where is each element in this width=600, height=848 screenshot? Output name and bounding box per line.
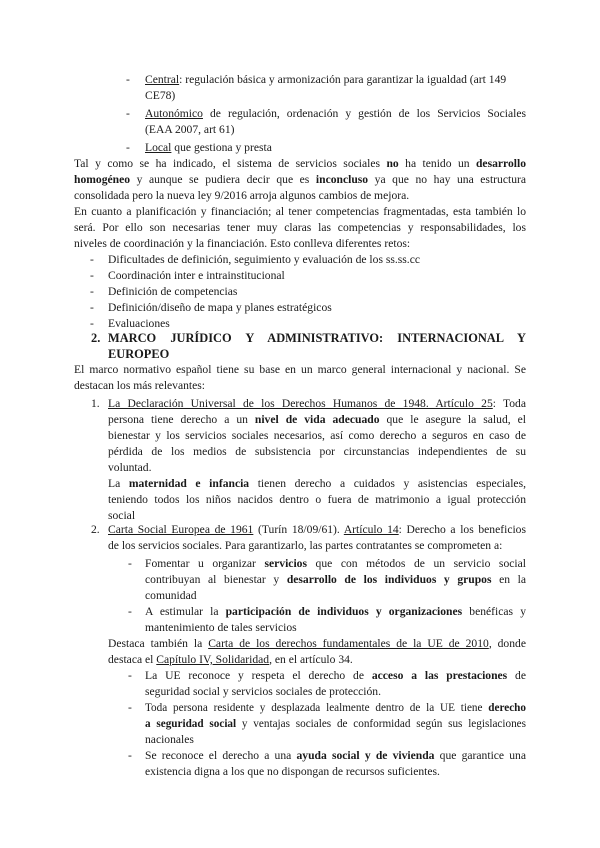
numbered-item-line: pérdida de los medios de subsistencia por circunstancias independientes de su [108, 445, 526, 458]
paragraph-line: El marco normativo español tiene su base en un marco general internacional y nacional. Se [74, 363, 526, 376]
list-item: Coordinación inter e intrainstitucional [108, 269, 285, 282]
list-item-cont: mantenimiento de tales servicios [145, 621, 297, 634]
bullet-dash: - [90, 317, 94, 330]
bullet-dash: - [128, 701, 132, 714]
bullet-dash: - [90, 285, 94, 298]
bullet-dash: - [128, 605, 132, 618]
section-heading-cont: EUROPEO [108, 347, 170, 361]
list-item: Toda persona residente y desplazada lealmente dentro de la UE tiene derecho [145, 702, 526, 714]
numbered-item-line: La maternidad e infancia tienen derecho a cuidados y asistencias especiales, [108, 477, 526, 490]
list-item: A estimular la participación de individuos y organizaciones benéficas y [145, 605, 526, 618]
numbered-item-line: de los servicios sociales. Para garantizarlo, las partes contratantes se comprometen a: [108, 539, 503, 552]
list-item-cont: seguridad social y servicios sociales de protección. [145, 685, 381, 698]
list-item-autonomico: Autonómico de regulación, ordenación y gestión de los Servicios Sociales [145, 107, 526, 120]
list-number: 2. [91, 523, 100, 536]
numbered-item-line: voluntad. [108, 461, 152, 474]
list-number: 1. [91, 397, 100, 410]
list-item-cont: contribuyan al bienestar y desarrollo de los individuos y grupos en la [145, 573, 527, 586]
bullet-dash: - [126, 141, 130, 154]
paragraph-line: será. Por ello son necesarias tener muy claras las competencias y responsabilidades, los [74, 221, 526, 234]
list-item: Definición/diseño de mapa y planes estratégicos [108, 301, 332, 314]
list-item: Dificultades de definición, seguimiento y evaluación de los ss.ss.cc [108, 253, 420, 266]
numbered-item-line: persona tiene derecho a un nivel de vida adecuado que le asegure la salud, el [108, 413, 526, 426]
paragraph-line: consolidada pero la nueva ley 9/2016 arroja algunos cambios de mejora. [74, 189, 410, 202]
bullet-dash: - [128, 557, 132, 570]
list-item-cont: a seguridad social y ventajas sociales de conformidad según sus legislaciones [145, 718, 526, 730]
paragraph-line: destacan los más relevantes: [74, 379, 206, 392]
list-item-local: Local que gestiona y presta [145, 141, 272, 154]
paragraph-line: homogéneo y aunque se pudiera decir que es inconcluso ya que no hay una estructura [74, 173, 526, 186]
list-item: Fomentar u organizar servicios que con métodos de un servicio social [145, 557, 526, 570]
bullet-dash: - [126, 73, 130, 86]
numbered-item-line: teniendo todos los niños nacidos dentro o fuera de matrimonio a igual protección [108, 493, 526, 506]
list-item: La UE reconoce y respeta el derecho de acceso a las prestaciones de [145, 669, 526, 682]
list-item-cont: nacionales [145, 733, 194, 746]
bullet-dash: - [90, 253, 94, 266]
list-item-autonomico-cont: (EAA 2007, art 61) [145, 123, 235, 136]
list-item: Evaluaciones [108, 317, 170, 330]
numbered-item-line: social [108, 509, 136, 522]
list-item-central: Central: regulación básica y armonización para garantizar la igualdad (art 149 [145, 73, 507, 86]
list-item-cont: existencia digna a los que no dispongan de recursos suficientes. [145, 765, 440, 778]
numbered-item-line: bienestar y los servicios sociales necesarios, así como derecho a seguros en caso de [108, 429, 526, 442]
bullet-dash: - [90, 269, 94, 282]
list-item-cont: comunidad [145, 589, 197, 602]
numbered-item-line: Carta Social Europea de 1961 (Turín 18/09/61). Artículo 14: Derecho a los beneficios [108, 523, 526, 536]
section-heading: MARCO JURÍDICO Y ADMINISTRATIVO: INTERNACIONAL Y [108, 331, 526, 345]
bullet-dash: - [128, 749, 132, 762]
bullet-dash: - [128, 669, 132, 682]
list-item-central-cont: CE78) [145, 89, 176, 102]
paragraph-line: destaca el Capítulo IV, Solidaridad, en el artículo 34. [108, 653, 353, 666]
list-item: Se reconoce el derecho a una ayuda social y de vivienda que garantice una [145, 749, 527, 762]
heading-number: 2. [91, 331, 101, 345]
list-item: Definición de competencias [108, 285, 238, 298]
paragraph-line: En cuanto a planificación y financiación; al tener competencias fragmentadas, esta también lo [74, 205, 526, 218]
paragraph-line: Tal y como se ha indicado, el sistema de servicios sociales no ha tenido un desarrollo [74, 157, 527, 170]
bullet-dash: - [126, 107, 130, 120]
bullet-dash: - [90, 301, 94, 314]
paragraph-line: Destaca también la Carta de los derechos fundamentales de la UE de 2010, donde [108, 637, 526, 650]
paragraph-line: niveles de coordinación y la financiación. Esto conlleva diferentes retos: [74, 237, 411, 250]
numbered-item-line: La Declaración Universal de los Derechos Humanos de 1948. Artículo 25: Toda [108, 397, 527, 410]
